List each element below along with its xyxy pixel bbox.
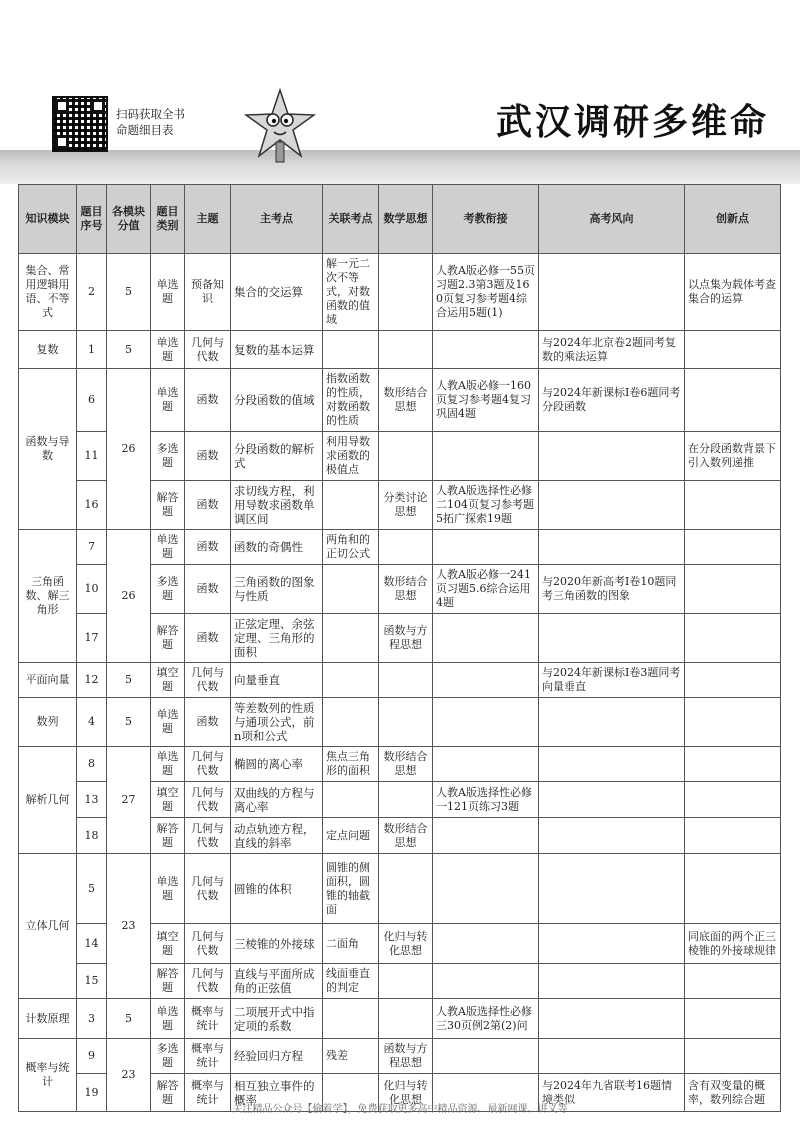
col-header: 主考点 bbox=[231, 185, 323, 254]
cell-no: 3 bbox=[77, 999, 107, 1039]
cell-point: 动点轨迹方程，直线的斜率 bbox=[231, 818, 323, 854]
cell-cat: 解答题 bbox=[151, 1074, 185, 1112]
cell-link: 人教A版必修一160页复习参考题4复习巩固4题 bbox=[433, 369, 539, 432]
cell-trend bbox=[539, 782, 685, 818]
module-name-cell: 立体几何 bbox=[19, 854, 77, 999]
cell-cat: 解答题 bbox=[151, 614, 185, 663]
cell-point: 直线与平面所成角的正弦值 bbox=[231, 964, 323, 999]
cell-theme: 函数 bbox=[185, 698, 231, 747]
cell-innov: 含有双变量的概率，数列综合题 bbox=[685, 1074, 781, 1112]
cell-related bbox=[323, 614, 379, 663]
cell-related: 解一元二次不等式，对数函数的值域 bbox=[323, 254, 379, 331]
cell-trend bbox=[539, 818, 685, 854]
table-row bbox=[19, 1039, 781, 1074]
cell-cat: 单选题 bbox=[151, 747, 185, 782]
cell-trend bbox=[539, 747, 685, 782]
module-name-cell: 概率与统计 bbox=[19, 1039, 77, 1112]
cell-thought: 数形结合思想 bbox=[379, 565, 433, 614]
cell-trend bbox=[539, 481, 685, 530]
cell-cat: 解答题 bbox=[151, 964, 185, 999]
cell-related: 指数函数的性质，对数函数的性质 bbox=[323, 369, 379, 432]
cell-trend bbox=[539, 614, 685, 663]
star-mascot-icon bbox=[244, 88, 316, 166]
module-score-cell: 26 bbox=[107, 530, 151, 663]
cell-cat: 单选题 bbox=[151, 530, 185, 565]
cell-thought bbox=[379, 698, 433, 747]
cell-thought: 化归与转化思想 bbox=[379, 924, 433, 964]
cell-theme: 几何与代数 bbox=[185, 331, 231, 369]
cell-point: 等差数列的性质与通项公式，前n项和公式 bbox=[231, 698, 323, 747]
cell-cat: 填空题 bbox=[151, 663, 185, 698]
cell-no: 19 bbox=[77, 1074, 107, 1112]
cell-trend bbox=[539, 999, 685, 1039]
module-name-cell: 数列 bbox=[19, 698, 77, 747]
cell-cat: 单选题 bbox=[151, 698, 185, 747]
cell-no: 5 bbox=[77, 854, 107, 924]
cell-link bbox=[433, 432, 539, 481]
cell-no: 10 bbox=[77, 565, 107, 614]
table-row bbox=[19, 331, 781, 369]
cell-trend bbox=[539, 530, 685, 565]
table-header-row bbox=[19, 185, 781, 254]
cell-point: 双曲线的方程与离心率 bbox=[231, 782, 323, 818]
cell-related bbox=[323, 481, 379, 530]
cell-trend: 与2024年九省联考16题情境类似 bbox=[539, 1074, 685, 1112]
cell-link bbox=[433, 747, 539, 782]
cell-related: 利用导数求函数的极值点 bbox=[323, 432, 379, 481]
cell-link bbox=[433, 530, 539, 565]
cell-cat: 单选题 bbox=[151, 254, 185, 331]
cell-thought bbox=[379, 999, 433, 1039]
module-score-cell: 26 bbox=[107, 369, 151, 530]
module-score-cell: 5 bbox=[107, 999, 151, 1039]
cell-related: 残差 bbox=[323, 1039, 379, 1074]
cell-theme: 预备知识 bbox=[185, 254, 231, 331]
cell-cat: 填空题 bbox=[151, 782, 185, 818]
cell-point: 分段函数的解析式 bbox=[231, 432, 323, 481]
cell-no: 8 bbox=[77, 747, 107, 782]
cell-innov bbox=[685, 698, 781, 747]
cell-innov bbox=[685, 747, 781, 782]
cell-related bbox=[323, 565, 379, 614]
cell-link bbox=[433, 698, 539, 747]
cell-point: 椭圆的离心率 bbox=[231, 747, 323, 782]
cell-theme: 函数 bbox=[185, 530, 231, 565]
cell-innov bbox=[685, 854, 781, 924]
cell-innov bbox=[685, 1039, 781, 1074]
cell-theme: 概率与统计 bbox=[185, 999, 231, 1039]
cell-innov bbox=[685, 369, 781, 432]
cell-no: 1 bbox=[77, 331, 107, 369]
cell-cat: 多选题 bbox=[151, 1039, 185, 1074]
cell-related bbox=[323, 999, 379, 1039]
cell-link: 人教A版必修一241页习题5.6综合运用4题 bbox=[433, 565, 539, 614]
cell-theme: 几何与代数 bbox=[185, 782, 231, 818]
cell-no: 2 bbox=[77, 254, 107, 331]
cell-theme: 概率与统计 bbox=[185, 1074, 231, 1112]
module-name-cell: 平面向量 bbox=[19, 663, 77, 698]
cell-thought bbox=[379, 782, 433, 818]
cell-no: 13 bbox=[77, 782, 107, 818]
cell-related bbox=[323, 782, 379, 818]
cell-theme: 函数 bbox=[185, 432, 231, 481]
cell-point: 相互独立事件的概率 bbox=[231, 1074, 323, 1112]
cell-related: 两角和的正切公式 bbox=[323, 530, 379, 565]
cell-trend bbox=[539, 254, 685, 331]
cell-no: 11 bbox=[77, 432, 107, 481]
cell-link bbox=[433, 964, 539, 999]
cell-theme: 几何与代数 bbox=[185, 924, 231, 964]
qr-caption-line2: 命题细目表 bbox=[116, 123, 174, 137]
module-score-cell: 5 bbox=[107, 663, 151, 698]
cell-thought: 函数与方程思想 bbox=[379, 1039, 433, 1074]
cell-link: 人教A版选择性必修一121页练习3题 bbox=[433, 782, 539, 818]
cell-cat: 多选题 bbox=[151, 565, 185, 614]
module-score-cell: 5 bbox=[107, 254, 151, 331]
cell-point: 经验回归方程 bbox=[231, 1039, 323, 1074]
cell-related bbox=[323, 331, 379, 369]
module-score-cell: 23 bbox=[107, 854, 151, 999]
cell-trend bbox=[539, 924, 685, 964]
cell-related bbox=[323, 663, 379, 698]
cell-link bbox=[433, 663, 539, 698]
cell-thought: 数形结合思想 bbox=[379, 818, 433, 854]
col-header: 数学思想 bbox=[379, 185, 433, 254]
cell-innov: 以点集为载体考查集合的运算 bbox=[685, 254, 781, 331]
cell-theme: 几何与代数 bbox=[185, 663, 231, 698]
module-score-cell: 5 bbox=[107, 331, 151, 369]
col-header: 题目序号 bbox=[77, 185, 107, 254]
cell-thought bbox=[379, 432, 433, 481]
col-header: 考教衔接 bbox=[433, 185, 539, 254]
cell-innov bbox=[685, 964, 781, 999]
cell-trend bbox=[539, 698, 685, 747]
module-name-cell: 三角函数、解三角形 bbox=[19, 530, 77, 663]
cell-link bbox=[433, 1039, 539, 1074]
cell-thought bbox=[379, 254, 433, 331]
exam-spec-table bbox=[18, 184, 781, 1112]
cell-innov bbox=[685, 530, 781, 565]
header-band bbox=[0, 150, 800, 184]
col-header: 题目类别 bbox=[151, 185, 185, 254]
table-row bbox=[19, 254, 781, 331]
cell-link: 人教A版选择性必修二104页复习参考题5拓广探索19题 bbox=[433, 481, 539, 530]
cell-trend: 与2020年新高考Ⅰ卷10题同考三角函数的图象 bbox=[539, 565, 685, 614]
cell-theme: 概率与统计 bbox=[185, 1039, 231, 1074]
col-header: 知识模块 bbox=[19, 185, 77, 254]
cell-innov bbox=[685, 614, 781, 663]
cell-trend: 与2024年北京卷2题同考复数的乘法运算 bbox=[539, 331, 685, 369]
col-header: 创新点 bbox=[685, 185, 781, 254]
cell-trend: 与2024年新课标Ⅰ卷3题同考向量垂直 bbox=[539, 663, 685, 698]
cell-link bbox=[433, 818, 539, 854]
cell-cat: 解答题 bbox=[151, 481, 185, 530]
cell-theme: 几何与代数 bbox=[185, 854, 231, 924]
cell-innov bbox=[685, 331, 781, 369]
cell-link bbox=[433, 331, 539, 369]
cell-related: 线面垂直的判定 bbox=[323, 964, 379, 999]
module-name-cell: 计数原理 bbox=[19, 999, 77, 1039]
module-score-cell: 23 bbox=[107, 1039, 151, 1112]
cell-innov bbox=[685, 999, 781, 1039]
cell-no: 16 bbox=[77, 481, 107, 530]
cell-no: 18 bbox=[77, 818, 107, 854]
cell-thought: 函数与方程思想 bbox=[379, 614, 433, 663]
col-header: 主题 bbox=[185, 185, 231, 254]
cell-thought bbox=[379, 530, 433, 565]
module-name-cell: 解析几何 bbox=[19, 747, 77, 854]
module-name-cell: 函数与导数 bbox=[19, 369, 77, 530]
cell-related: 焦点三角形的面积 bbox=[323, 747, 379, 782]
cell-point: 集合的交运算 bbox=[231, 254, 323, 331]
cell-trend bbox=[539, 432, 685, 481]
col-header: 高考风向 bbox=[539, 185, 685, 254]
cell-no: 15 bbox=[77, 964, 107, 999]
module-name-cell: 复数 bbox=[19, 331, 77, 369]
cell-point: 函数的奇偶性 bbox=[231, 530, 323, 565]
cell-link: 人教A版选择性必修三30页例2第(2)问 bbox=[433, 999, 539, 1039]
cell-no: 9 bbox=[77, 1039, 107, 1074]
cell-no: 7 bbox=[77, 530, 107, 565]
cell-innov bbox=[685, 565, 781, 614]
cell-thought bbox=[379, 854, 433, 924]
cell-thought: 数形结合思想 bbox=[379, 369, 433, 432]
table-row bbox=[19, 663, 781, 698]
cell-cat: 单选题 bbox=[151, 999, 185, 1039]
table-row bbox=[19, 747, 781, 782]
cell-theme: 函数 bbox=[185, 369, 231, 432]
cell-point: 向量垂直 bbox=[231, 663, 323, 698]
cell-point: 求切线方程，利用导数求函数单调区间 bbox=[231, 481, 323, 530]
cell-link bbox=[433, 924, 539, 964]
cell-no: 6 bbox=[77, 369, 107, 432]
cell-no: 14 bbox=[77, 924, 107, 964]
cell-no: 4 bbox=[77, 698, 107, 747]
cell-related: 圆锥的侧面积，圆锥的轴截面 bbox=[323, 854, 379, 924]
cell-thought: 数形结合思想 bbox=[379, 747, 433, 782]
cell-cat: 单选题 bbox=[151, 331, 185, 369]
cell-theme: 函数 bbox=[185, 565, 231, 614]
cell-trend bbox=[539, 1039, 685, 1074]
cell-innov: 同底面的两个正三棱锥的外接球规律 bbox=[685, 924, 781, 964]
cell-link: 人教A版必修一55页习题2.3第3题及160页复习参考题4综合运用5题(1) bbox=[433, 254, 539, 331]
qr-code[interactable] bbox=[52, 96, 108, 152]
cell-trend: 与2024年新课标Ⅰ卷6题同考分段函数 bbox=[539, 369, 685, 432]
table-row bbox=[19, 698, 781, 747]
cell-thought bbox=[379, 331, 433, 369]
cell-innov bbox=[685, 663, 781, 698]
cell-theme: 几何与代数 bbox=[185, 747, 231, 782]
cell-point: 复数的基本运算 bbox=[231, 331, 323, 369]
cell-cat: 解答题 bbox=[151, 818, 185, 854]
module-score-cell: 27 bbox=[107, 747, 151, 854]
cell-thought: 分类讨论思想 bbox=[379, 481, 433, 530]
cell-cat: 多选题 bbox=[151, 432, 185, 481]
cell-theme: 几何与代数 bbox=[185, 964, 231, 999]
cell-thought bbox=[379, 964, 433, 999]
cell-trend bbox=[539, 854, 685, 924]
cell-theme: 函数 bbox=[185, 481, 231, 530]
qr-caption bbox=[116, 106, 185, 138]
cell-cat: 填空题 bbox=[151, 924, 185, 964]
cell-theme: 函数 bbox=[185, 614, 231, 663]
cell-point: 三棱锥的外接球 bbox=[231, 924, 323, 964]
cell-innov: 在分段函数背景下引入数列递推 bbox=[685, 432, 781, 481]
cell-no: 17 bbox=[77, 614, 107, 663]
cell-trend bbox=[539, 964, 685, 999]
cell-cat: 单选题 bbox=[151, 854, 185, 924]
cell-related: 定点问题 bbox=[323, 818, 379, 854]
col-header: 各模块分值 bbox=[107, 185, 151, 254]
table-row bbox=[19, 530, 781, 565]
cell-point: 分段函数的值域 bbox=[231, 369, 323, 432]
module-score-cell: 5 bbox=[107, 698, 151, 747]
table-row bbox=[19, 999, 781, 1039]
cell-point: 二项展开式中指定项的系数 bbox=[231, 999, 323, 1039]
cell-point: 三角函数的图象与性质 bbox=[231, 565, 323, 614]
cell-thought: 化归与转化思想 bbox=[379, 1074, 433, 1112]
cell-point: 圆锥的体积 bbox=[231, 854, 323, 924]
qr-caption-line1: 扫码获取全书 bbox=[116, 107, 185, 121]
footer-note: 关注精品公众号【偷着学】，免费获取更多高中精品资源、最新网课、讲义等 bbox=[232, 1104, 568, 1115]
cell-related bbox=[323, 698, 379, 747]
cell-link bbox=[433, 614, 539, 663]
cell-no: 12 bbox=[77, 663, 107, 698]
cell-point: 正弦定理、余弦定理、三角形的面积 bbox=[231, 614, 323, 663]
page-title: 武汉调研多维命 bbox=[496, 102, 770, 143]
col-header: 关联考点 bbox=[323, 185, 379, 254]
table-row bbox=[19, 854, 781, 924]
cell-innov bbox=[685, 782, 781, 818]
cell-innov bbox=[685, 481, 781, 530]
cell-cat: 单选题 bbox=[151, 369, 185, 432]
cell-link bbox=[433, 854, 539, 924]
cell-theme: 几何与代数 bbox=[185, 818, 231, 854]
module-name-cell: 集合、常用逻辑用语、不等式 bbox=[19, 254, 77, 331]
table-row bbox=[19, 369, 781, 432]
cell-related: 二面角 bbox=[323, 924, 379, 964]
cell-innov bbox=[685, 818, 781, 854]
cell-thought bbox=[379, 663, 433, 698]
